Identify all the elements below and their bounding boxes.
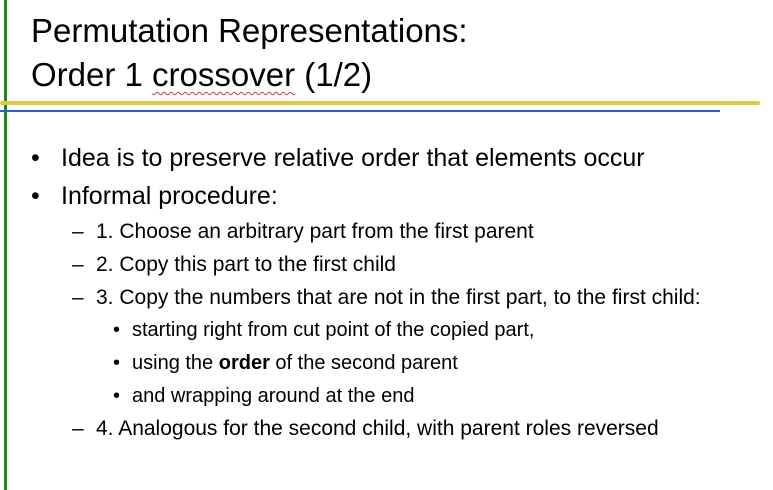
bullet-2 (0, 181, 773, 211)
title-line-1: Permutation Representations: (31, 12, 468, 49)
small-bullet-marker: • (113, 352, 121, 374)
sub-bullet-3 (0, 285, 773, 311)
sub-bullet-text: 3. Copy the numbers that are not in the first part, to the first child: (96, 286, 701, 309)
bullet-marker: • (31, 144, 40, 172)
title-line-2-emphasis: crossover (152, 56, 296, 93)
order-emphasis: order (218, 352, 270, 374)
sub-sub-bullet-text: starting right from cut point of the copied part, (132, 319, 535, 341)
dash-marker: – (72, 220, 84, 243)
bullet-marker: • (31, 182, 40, 210)
sub-bullet-1 (0, 219, 773, 245)
text-after-order: of the second parent (269, 352, 458, 374)
text-before-order: using the (132, 352, 219, 374)
sub-bullet-2 (0, 252, 773, 278)
sub-sub-bullet-text (132, 350, 458, 376)
dash-marker: – (72, 253, 84, 276)
title-line-2-prefix: Order 1 (31, 56, 153, 93)
sub-sub-bullet-text: and wrapping around at the end (132, 385, 415, 407)
dash-marker: – (72, 286, 84, 309)
sub-sub-bullet-2 (0, 350, 773, 376)
bullet-text: Informal procedure: (61, 182, 278, 210)
title-line-2-suffix: (1/2) (295, 56, 373, 93)
sub-bullet-text: 4. Analogous for the second child, with parent roles reversed (96, 417, 659, 440)
sub-sub-bullet-3 (0, 383, 773, 409)
bullet-1 (0, 143, 773, 173)
small-bullet-marker: • (113, 319, 121, 341)
sub-bullet-text: 2. Copy this part to the first child (96, 253, 396, 276)
bullet-text: Idea is to preserve relative order that elements occur (61, 144, 645, 172)
dash-marker: – (72, 417, 84, 440)
sub-sub-bullet-1 (0, 317, 773, 343)
sub-bullet-4 (0, 416, 773, 442)
sub-bullet-text: 1. Choose an arbitrary part from the first parent (96, 220, 534, 243)
small-bullet-marker: • (113, 385, 121, 407)
